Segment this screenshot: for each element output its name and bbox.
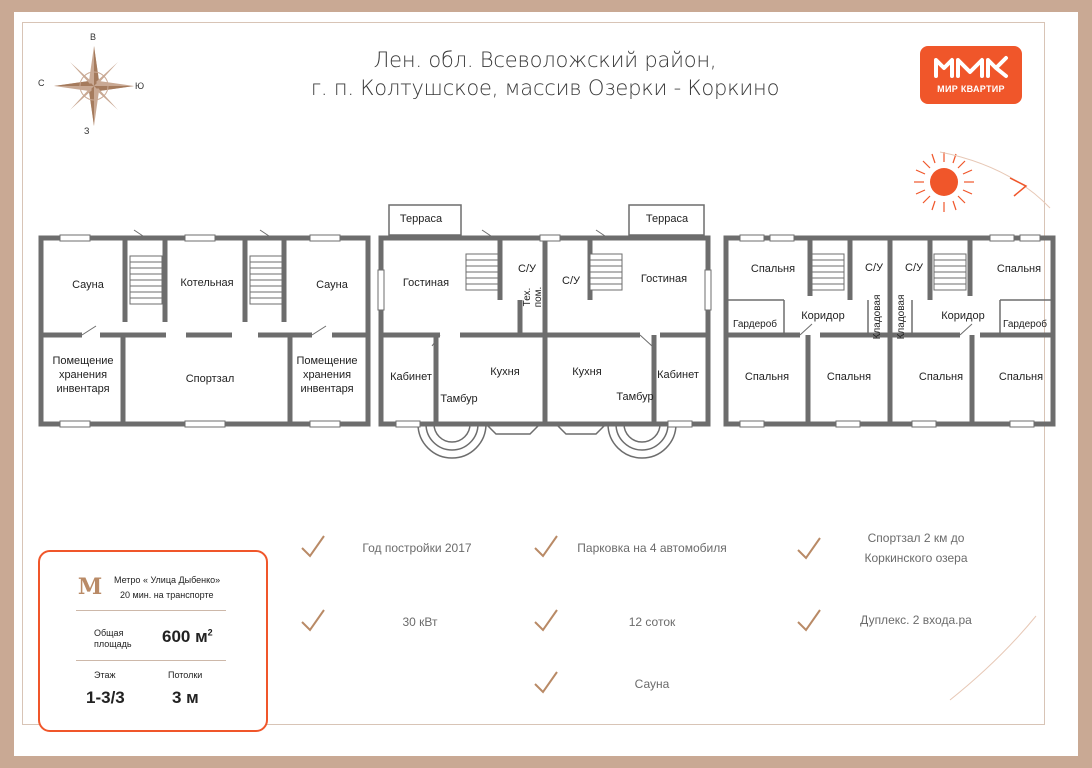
windows <box>60 235 1040 427</box>
room-wc-left: С/У <box>518 263 536 275</box>
room-bedroom-b2: Спальня <box>826 371 872 383</box>
area-number: 600 м <box>162 627 208 646</box>
feature-gym-line-2: Коркинского озера <box>864 551 968 565</box>
room-wc-l: С/У <box>865 262 883 274</box>
title-line-1: Лен. обл. Всеволожский район, <box>373 48 717 72</box>
compass-east: Ю <box>135 81 145 91</box>
room-bedroom-b3: Спальня <box>918 371 964 383</box>
room-terrace-left: Терраса <box>399 213 443 225</box>
room-sauna-left: Сауна <box>72 279 104 291</box>
compass-north: В <box>90 32 97 42</box>
floor-value: 1-3/3 <box>86 688 125 707</box>
checkmark-icon <box>533 670 559 696</box>
divider <box>76 610 226 611</box>
room-vestibule-right: Тамбур <box>616 391 654 403</box>
area-label-line-2: площадь <box>94 639 132 649</box>
title-line-2: г. п. Колтушское, массив Озерки - Коркино <box>310 76 780 100</box>
room-vestibule-left: Тамбур <box>440 393 478 405</box>
compass-south: З <box>84 126 90 136</box>
feature-year: Год постройки 2017 <box>362 541 472 555</box>
compass-west: С <box>38 78 45 88</box>
feature-gym-line-1: Спортзал 2 км до <box>867 531 965 545</box>
area-unit-sup: 2 <box>207 627 213 638</box>
checkmark-icon <box>796 608 822 634</box>
room-corridor-r: Коридор <box>941 310 985 322</box>
room-kitchen-right: Кухня <box>572 366 602 378</box>
room-living-right: Гостиная <box>640 273 688 285</box>
room-living-left: Гостиная <box>402 277 450 289</box>
room-tech: Тех. пом. <box>522 286 544 308</box>
feature-sauna: Сауна <box>634 677 670 691</box>
feature-land: 12 соток <box>628 615 676 629</box>
room-bedroom-b1: Спальня <box>744 371 790 383</box>
feature-parking: Парковка на 4 автомобиля <box>577 541 727 555</box>
area-value <box>162 627 213 647</box>
room-terrace-right: Терраса <box>645 213 689 225</box>
room-storage-left: Помещение хранения инвентаря <box>52 355 114 395</box>
logo-text: МИР КВАРТИР <box>937 84 1005 94</box>
area-label <box>94 628 132 650</box>
checkmark-icon <box>533 534 559 560</box>
room-pantry-l: Кладовая <box>872 294 883 340</box>
room-corridor-l: Коридор <box>801 310 845 322</box>
divider <box>76 660 226 661</box>
room-bedroom-b4: Спальня <box>998 371 1044 383</box>
floor-label: Этаж <box>94 670 116 680</box>
metro-time: 20 мин. на транспорте <box>120 590 214 600</box>
room-pantry-r: Кладовая <box>896 294 907 340</box>
room-study-left: Кабинет <box>390 371 432 383</box>
checkmark-icon <box>796 536 822 562</box>
room-wc-right: С/У <box>562 275 580 287</box>
checkmark-icon <box>300 608 326 634</box>
room-sauna-right: Сауна <box>316 279 348 291</box>
room-wardrobe-r: Гардероб <box>1003 319 1047 330</box>
room-wardrobe-l: Гардероб <box>733 319 777 330</box>
ceiling-label: Потолки <box>168 670 203 680</box>
checkmark-icon <box>300 534 326 560</box>
checkmark-icon <box>533 608 559 634</box>
room-bedroom-tr: Спальня <box>996 263 1042 275</box>
room-kitchen-left: Кухня <box>490 366 520 378</box>
room-boiler: Котельная <box>180 277 234 289</box>
room-wc-r: С/У <box>905 262 923 274</box>
info-card <box>38 550 268 732</box>
room-storage-right: Помещение хранения инвентаря <box>296 355 358 395</box>
feature-gym <box>846 528 986 568</box>
room-gym: Спортзал <box>185 373 235 385</box>
ceiling-value: 3 м <box>172 688 199 707</box>
area-label-line-1: Общая <box>94 628 124 638</box>
metro-icon: М <box>77 574 103 600</box>
stairs <box>130 254 966 304</box>
metro-name: Метро « Улица Дыбенко» <box>114 575 221 585</box>
room-bedroom-tl: Спальня <box>750 263 796 275</box>
feature-power: 30 кВт <box>402 615 438 629</box>
feature-duplex: Дуплекс. 2 входа.ра <box>860 613 972 627</box>
room-study-right: Кабинет <box>657 369 699 381</box>
